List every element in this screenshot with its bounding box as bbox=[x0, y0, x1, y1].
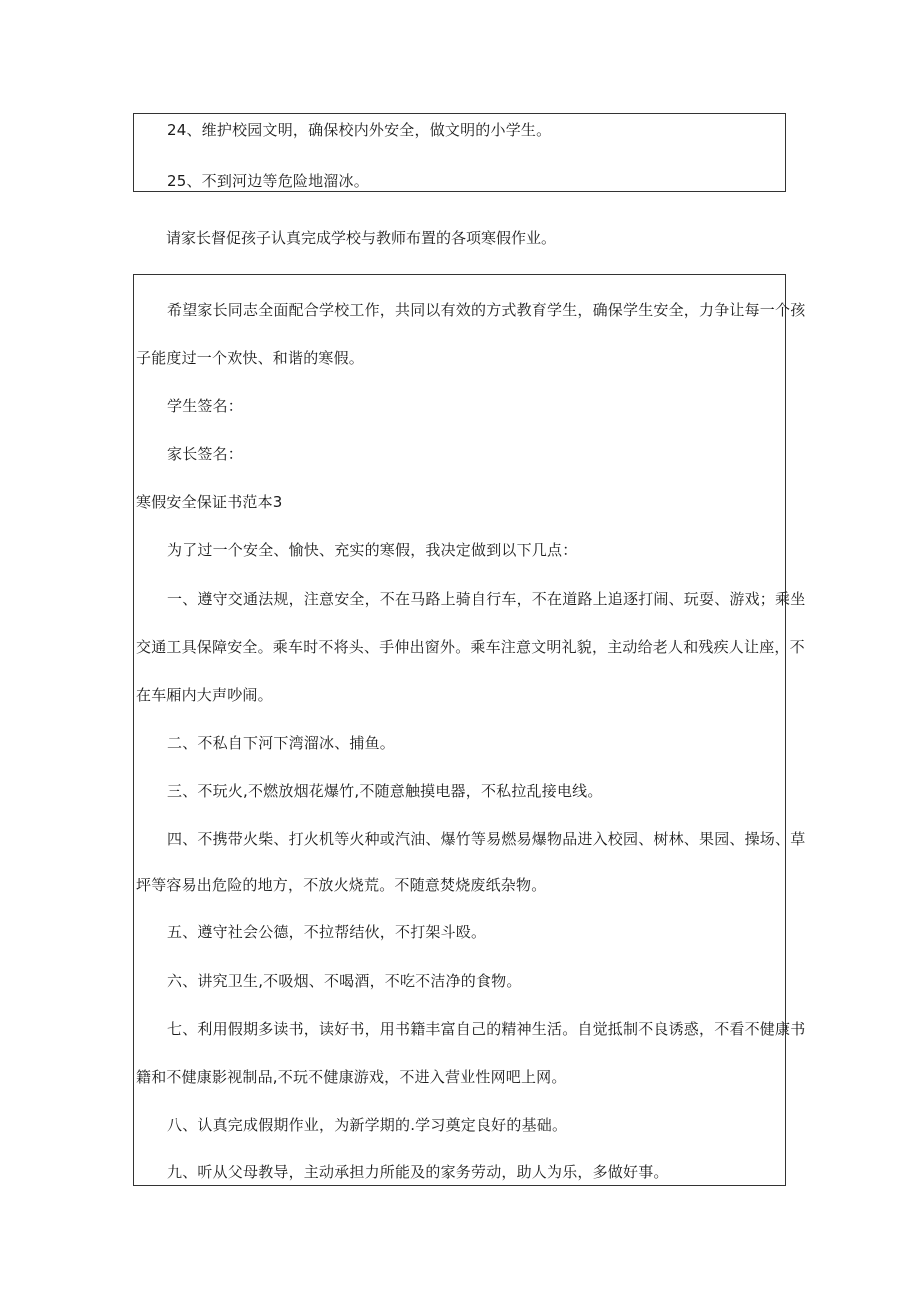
section-title: 寒假安全保证书范本3 bbox=[136, 493, 283, 511]
item-8: 八、认真完成假期作业，为新学期的.学习奠定良好的基础。 bbox=[167, 1116, 568, 1134]
student-signature-label: 学生签名： bbox=[167, 397, 244, 415]
item-2: 二、不私自下河下湾溜冰、捕鱼。 bbox=[167, 734, 396, 752]
item-1-line-1: 一、遵守交通法规，注意安全，不在马路上骑自行车，不在道路上追逐打闹、玩耍、游戏；乘坐 bbox=[167, 590, 806, 608]
rules-box-top bbox=[133, 113, 786, 192]
item-6: 六、讲究卫生,不吸烟、不喝酒，不吃不洁净的食物。 bbox=[167, 972, 522, 990]
item-4-line-1: 四、不携带火柴、打火机等火种或汽油、爆竹等易燃易爆物品进入校园、树林、果园、操场、草 bbox=[167, 830, 806, 848]
item-7-line-2: 籍和不健康影视制品,不玩不健康游戏，不进入营业性网吧上网。 bbox=[136, 1068, 567, 1086]
homework-notice: 请家长督促孩子认真完成学校与教师布置的各项寒假作业。 bbox=[166, 229, 557, 247]
item-1-line-3: 在车厢内大声吵闹。 bbox=[136, 686, 273, 704]
hope-line-2: 子能度过一个欢快、和谐的寒假。 bbox=[136, 349, 365, 367]
item-1-line-2: 交通工具保障安全。乘车时不将头、手伸出窗外。乘车注意文明礼貌，主动给老人和残疾人让座，不 bbox=[136, 638, 805, 656]
pledge-intro: 为了过一个安全、愉快、充实的寒假，我决定做到以下几点： bbox=[167, 541, 578, 559]
item-5: 五、遵守社会公德，不拉帮结伙，不打架斗殴。 bbox=[167, 923, 487, 941]
parent-signature-label: 家长签名： bbox=[167, 445, 244, 463]
hope-line-1: 希望家长同志全面配合学校工作，共同以有效的方式教育学生，确保学生安全，力争让每一个孩 bbox=[167, 301, 806, 319]
item-4-line-2: 坪等容易出危险的地方，不放火烧荒。不随意焚烧废纸杂物。 bbox=[136, 876, 547, 894]
rule-24: 24、维护校园文明，确保校内外安全，做文明的小学生。 bbox=[167, 121, 552, 139]
item-9: 九、听从父母教导，主动承担力所能及的家务劳动，助人为乐，多做好事。 bbox=[167, 1163, 669, 1181]
pledge-box bbox=[133, 274, 806, 1186]
rule-25: 25、不到河边等危险地溜冰。 bbox=[167, 172, 369, 190]
item-3: 三、不玩火,不燃放烟花爆竹,不随意触摸电器，不私拉乱接电线。 bbox=[167, 782, 603, 800]
item-7-line-1: 七、利用假期多读书，读好书，用书籍丰富自己的精神生活。自觉抵制不良诱惑，不看不健康书 bbox=[167, 1020, 806, 1038]
